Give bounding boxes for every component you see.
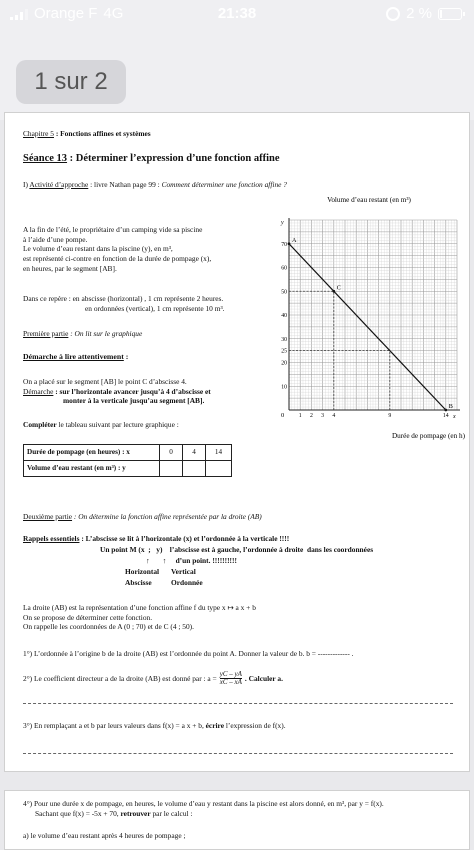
document-page [4,112,470,772]
intro-line: A la fin de l’été, le propriétaire d’un camping vide sa piscine [23,225,203,234]
intro-line: Le volume d’eau restant dans la piscine (y), en m³, [23,244,173,254]
y-tick-label: 10 [281,384,287,391]
page-indicator[interactable]: 1 sur 2 [16,60,126,104]
q2-text: 2°) Le coefficient directeur a de la droite (AB) est donné par : a = [23,674,217,684]
row-header-x: Durée de pompage (en heures) : x [24,445,160,461]
completer-bold: Compléter [23,420,57,429]
table-cell-y-input[interactable] [160,461,183,477]
completer-line [23,420,179,430]
graph [269,196,465,441]
demarche-line1: : sur l’horizontale avancer jusqu’à 4 d’abscisse et [53,386,211,396]
demarche-label: Démarche [23,386,54,396]
status-right [386,5,462,22]
seance-label: Séance 13 [23,153,68,164]
y-tick-label: 70 [281,241,287,248]
chapter-line [23,129,151,139]
horizontal-label: Horizontal [125,567,160,576]
battery-percent: 2 % [406,5,432,22]
y-tick-label: 40 [281,313,287,319]
document-page-2 [4,790,470,850]
activite-label: Activité d’approche [29,180,89,189]
x-axis-letter: x [453,414,456,420]
point-label: B [448,403,453,410]
q3-start: 3°) En remplaçant a et b par leurs valeurs dans f(x) = a x + b, [23,721,206,730]
x-tick-label: 4 [332,413,336,419]
x-tick-label: 9 [388,413,392,419]
table-row [24,461,232,477]
ordonnee-label: Ordonnée [171,578,203,587]
network-type: 4G [103,5,124,22]
point-label: A [292,236,297,244]
q4-start: Sachant que f(x) = -5x + 70, [35,809,121,818]
question-4a: a) le volume d’eau restant après 4 heures de pompage ; [23,831,186,840]
x-tick-label: 2 [309,413,313,419]
table-cell-x: 4 [183,445,206,461]
repere-line: en ordonnées (vertical), 1 cm représente 10 m³. [85,303,225,313]
row-header-y: Volume d’eau restant (en m³) : y [24,461,160,477]
demarche-colon: : [123,352,129,361]
abscisse-label: Abscisse [125,578,152,587]
droite-line: La droite (AB) est la représentation d’une fonction affine f du type x ↦ a x + b [23,603,256,612]
partie1-line [23,329,142,339]
table-cell-x: 0 [160,445,183,461]
vertical-label: Vertical [171,567,196,576]
point-m-line: Un point M (x ; y) l’abscisse est à gauche, l’ordonnée à droite dans les coordonnées [100,545,374,554]
rappels-line [23,534,289,544]
y-axis-letter: y [281,220,284,226]
partie2-line [23,512,262,522]
demarche-block [23,377,268,406]
point-marker [332,290,335,293]
orientation-lock-icon [386,7,400,21]
reading-table [23,444,232,477]
answer-line[interactable] [23,753,453,754]
activite-prefix: I) [23,180,30,189]
activite-question: Comment déterminer une fonction affine ? [161,180,287,189]
q4-bold: retrouver [120,809,151,818]
status-bar [0,0,474,30]
grid-lines [289,220,457,410]
q2-end: . Calculer a. [244,674,283,684]
q4-end: par le calcul : [150,809,193,818]
y-tick-label: 25 [281,348,287,355]
x-tick-label: 14 [442,413,449,419]
y-tick-label: 50 [281,289,287,296]
carrier-name: Orange F [34,5,98,22]
repere-paragraph [23,294,268,313]
table-cell-x: 14 [206,445,232,461]
partie2-label: Deuxième partie [23,512,73,521]
repere-line: Dans ce repère : en abscisse (horizontal) , 1 cm représente 2 heures. [23,294,224,303]
arrows-line: ↑ ↑ d’un point. !!!!!!!!!! [146,556,237,565]
question-2 [23,671,283,687]
y-tick-label: 20 [281,360,287,367]
droite-line: On rappelle les coordonnées de A (0 ; 70) et de C (4 ; 50). [23,622,194,632]
intro-line: est représenté ci-contre en fonction de la durée de pompage (x), [23,253,212,263]
y-tick-label: 30 [281,336,287,343]
partie1-text: : On lit sur le graphique [68,329,143,338]
activite-line [23,180,287,190]
q3-bold: écrire [205,721,224,730]
q3-end: l’expression de f(x). [223,721,286,730]
graph-xlabel: Durée de pompage (en h) [391,432,465,440]
partie1-label: Première partie [23,329,69,338]
droite-paragraph [23,603,256,632]
x-tick-label: 3 [321,413,325,419]
chapter-title: : Fonctions affines et systèmes [54,129,151,138]
table-cell-y-input[interactable] [206,461,232,477]
rappels-label: Rappels essentiels [23,534,80,543]
x-tick-label: 1 [298,413,302,419]
droite-line: On se propose de déterminer cette fonction. [23,612,153,622]
answer-line[interactable] [23,703,453,704]
seance-text: : Déterminer l’expression d’une fonction affine [67,153,280,164]
intro-paragraph [23,225,263,273]
chapter-label: Chapitre 5 [23,129,54,138]
intro-line: en heures, par le segment [AB]. [23,263,117,273]
question-3 [23,721,286,731]
question-1: 1°) L’ordonnée à l’origine b de la droite (AB) est l’ordonnée du point A. Donner la valeur de b. b = ------------- . [23,649,354,658]
question-4-line2 [35,809,192,819]
axes [280,218,460,420]
point-label: C [336,284,341,292]
demarche-heading [23,352,128,362]
viewer-header [0,30,474,120]
graph-title: Volume d’eau restant (en m³) [327,196,411,204]
table-cell-y-input[interactable] [183,461,206,477]
fraction-denominator: xC – xA [219,678,242,687]
question-4: 4°) Pour une durée x de pompage, en heures, le volume d’eau y restant dans la piscine est alors donné, en m³, par y = f(x). [23,799,384,808]
slope-fraction [220,671,242,687]
point-c-text: On a placé sur le segment [AB] le point C d’abscisse 4. [23,377,187,386]
y-tick-label: 60 [281,265,287,272]
origin-label: 0 [281,412,285,419]
seance-title [23,152,280,166]
point-marker [288,242,291,245]
fraction-numerator: yC – yA [219,670,242,678]
activite-text: : livre Nathan page 99 : [88,180,162,189]
point-marker [444,409,447,412]
battery-icon [438,8,462,20]
table-row [24,445,232,461]
demarche-title: Démarche à lire attentivement [23,352,124,361]
intro-line: à l’aide d’une pompe. [23,234,88,244]
demarche-line2: monter à la verticale jusqu’au segment [AB]. [63,396,205,406]
rappels-text: : L’abscisse se lit à l’horizontale (x) et l’ordonnée à la verticale !!!! [79,534,290,543]
clock: 21:38 [217,5,257,22]
partie2-text: : On détermine la fonction affine représentée par la droite (AB) [72,512,262,521]
completer-text: le tableau suivant par lecture graphique : [56,420,179,429]
